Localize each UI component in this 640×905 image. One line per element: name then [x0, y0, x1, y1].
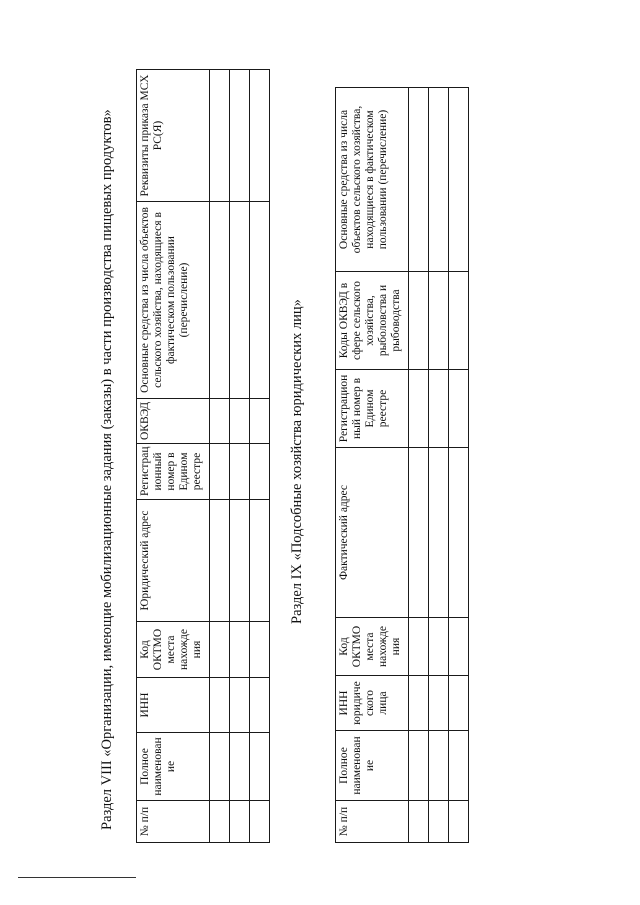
col-header-order-details: Реквизиты приказа МСХ РС(Я)	[137, 70, 210, 202]
col-header-oktmo: Код ОКТМО места нахожде ния	[137, 622, 210, 678]
col-header-oktmo: Код ОКТМО места нахожде ния	[336, 618, 409, 676]
table-row	[210, 70, 230, 843]
table-row	[429, 88, 449, 843]
col-header-inn: ИНН	[137, 678, 210, 733]
table-row	[409, 88, 429, 843]
footnote-separator-line	[18, 877, 136, 878]
col-header-fixed-assets: Основные средства из числа объектов сельского хозяйства, находящиеся в фактическом пользовании (перечисление)	[137, 202, 210, 399]
col-header-registry-number: Регистрац ионный номер в Едином реестре	[137, 444, 210, 500]
col-header-full-name: Полное наименован ие	[336, 731, 409, 801]
col-header-registry-number: Регистрацион ный номер в Едином реестре	[336, 370, 409, 448]
table-row	[250, 70, 270, 843]
table-row	[449, 88, 469, 843]
col-header-actual-address: Фактический адрес	[336, 448, 409, 618]
table-row	[230, 70, 250, 843]
col-header-fixed-assets: Основные средства из числа объектов сельского хозяйства, находящиеся в фактическом пользовании (перечисление)	[336, 88, 409, 272]
section-9-table	[335, 87, 469, 843]
col-header-okved-codes: Коды ОКВЭД в сфере сельского хозяйства, рыболовства и рыбоводства	[336, 272, 409, 370]
col-header-okved: ОКВЭД	[137, 399, 210, 444]
col-header-number: № п/п	[137, 801, 210, 843]
section-8-table	[136, 69, 270, 843]
col-header-number: № п/п	[336, 801, 409, 843]
col-header-full-name: Полное наименован ие	[137, 733, 210, 801]
table-header-row	[137, 70, 210, 843]
col-header-legal-address: Юридический адрес	[137, 500, 210, 622]
section-8-title: Раздел VIII «Организации, имеющие мобилизационные задания (заказы) в части производства пищевых продуктов»	[99, 109, 115, 830]
col-header-inn: ИНН юридиче ского лица	[336, 676, 409, 731]
table-header-row	[336, 88, 409, 843]
section-9-title: Раздел IX «Подсобные хозяйства юридических лиц»	[289, 299, 305, 624]
